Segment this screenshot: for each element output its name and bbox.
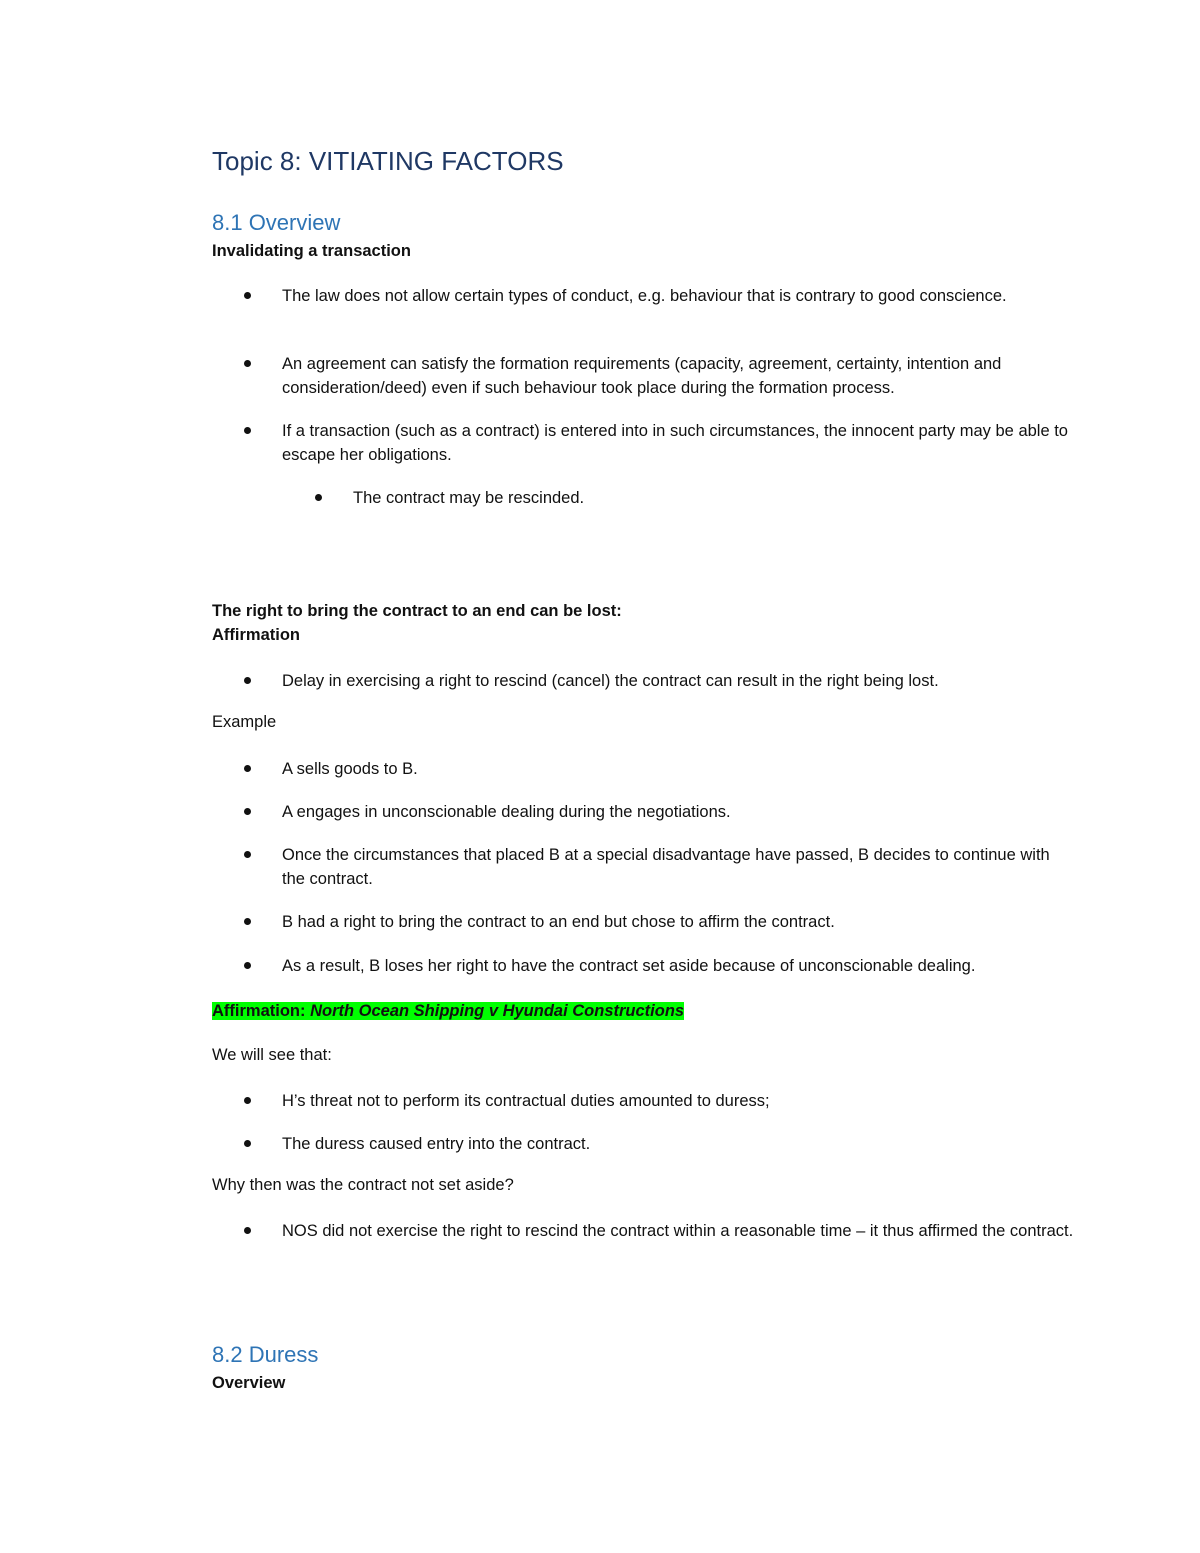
affirmation-intro-heading: The right to bring the contract to an end can be lost: (212, 602, 622, 620)
list-item: A sells goods to B. (244, 757, 1074, 781)
bullet-icon (244, 292, 251, 299)
case-highlight (212, 1002, 684, 1021)
section-heading-duress: 8.2 Duress (212, 1342, 319, 1367)
case-question: Why then was the contract not set aside? (212, 1176, 514, 1194)
bullet-icon (244, 1140, 251, 1147)
bullet-icon (315, 494, 322, 501)
subheading-overview: Overview (212, 1374, 286, 1392)
list-item: An agreement can satisfy the formation requirements (capacity, agreement, certainty, intention and consideration/deed) even if such behaviour took place during the formation process. (244, 352, 1074, 400)
list-item: As a result, B loses her right to have the contract set aside because of unconscionable dealing. (244, 954, 1074, 978)
list-item: Once the circumstances that placed B at a special disadvantage have passed, B decides to continue with the contract. (244, 843, 1074, 891)
bullet-icon (244, 1097, 251, 1104)
list-item: The duress caused entry into the contract. (244, 1132, 1074, 1156)
bullet-icon (244, 808, 251, 815)
list-item: If a transaction (such as a contract) is entered into in such circumstances, the innocent party may be able to escape her obligations. (244, 419, 1074, 467)
list-item: Delay in exercising a right to rescind (cancel) the contract can result in the right being lost. (244, 669, 1074, 693)
bullet-icon (244, 1227, 251, 1234)
case-label: Affirmation: (212, 1002, 311, 1020)
case-intro: We will see that: (212, 1046, 332, 1064)
bullet-icon (244, 962, 251, 969)
example-label: Example (212, 713, 277, 731)
list-item: B had a right to bring the contract to an end but chose to affirm the contract. (244, 910, 1074, 934)
affirmation-heading: Affirmation (212, 626, 300, 644)
bullet-icon (244, 677, 251, 684)
bullet-icon (244, 918, 251, 925)
list-item: NOS did not exercise the right to rescind the contract within a reasonable time – it thus affirmed the contract. (244, 1219, 1074, 1243)
bullet-icon (244, 851, 251, 858)
section-heading-overview: 8.1 Overview (212, 210, 341, 235)
subheading-invalidating: Invalidating a transaction (212, 242, 411, 260)
bullet-icon (244, 765, 251, 772)
bullet-icon (244, 360, 251, 367)
bullet-icon (244, 427, 251, 434)
list-item: H’s threat not to perform its contractual duties amounted to duress; (244, 1089, 1074, 1113)
page-title: Topic 8: VITIATING FACTORS (212, 146, 564, 176)
list-item-nested: The contract may be rescinded. (315, 486, 1075, 510)
list-item: The law does not allow certain types of conduct, e.g. behaviour that is contrary to good conscience. (244, 284, 1074, 308)
list-item: A engages in unconscionable dealing during the negotiations. (244, 800, 1074, 824)
case-name: North Ocean Shipping v Hyundai Constructions (310, 1002, 685, 1020)
